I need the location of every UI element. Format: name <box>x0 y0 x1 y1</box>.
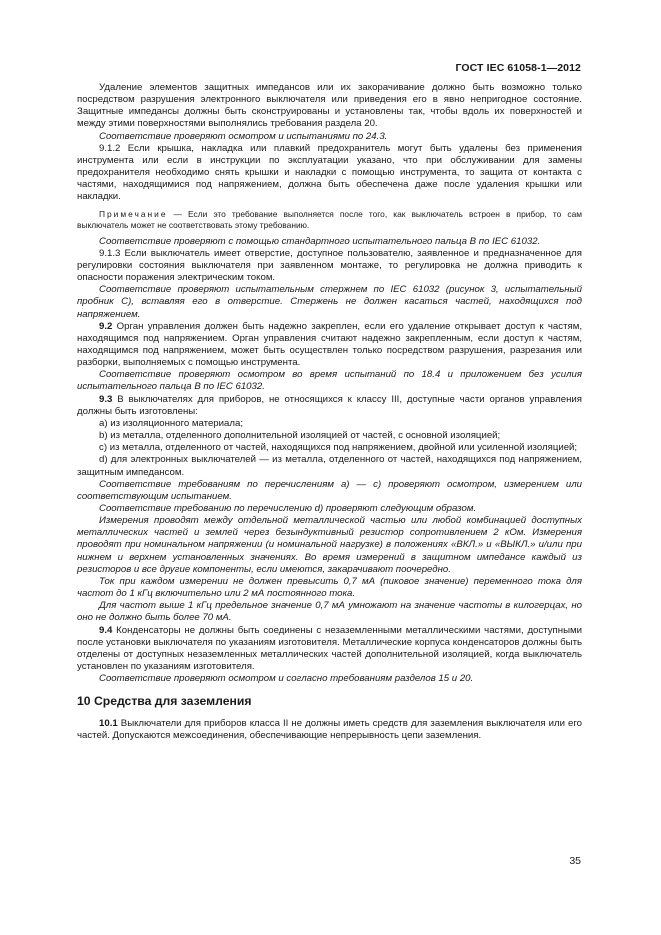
page-number: 35 <box>569 855 581 867</box>
note-label: Примечание <box>99 208 168 219</box>
clause-text: Выключатели для приборов класса II не должны иметь средств для заземления выключателя или его частей. Допускаются межсоединения, обеспечивающие непрерывность цепи заземления. <box>77 717 582 741</box>
clause-number: 10.1 <box>99 717 118 729</box>
compliance-paragraph: Соответствие проверяют осмотром и испытаниями по 24.3. <box>99 130 388 142</box>
clause-9-2 <box>77 321 582 370</box>
compliance-paragraph: Соответствие проверяют осмотром и согласно требованиям разделов 15 и 20. <box>99 673 474 685</box>
compliance-paragraph: Соответствие проверяют осмотром во время испытаний по 18.4 и приложением без усилия испытательного пальца B по IEC 61032. <box>77 369 582 393</box>
note <box>77 209 582 231</box>
clause-9-1-2: 9.1.2 Если крышка, накладка или плавкий предохранитель могут быть удалены без применения инструмента или если в инструкции по эксплуатации указано, что при обслуживании для замены предохранителя необходимо снять крышки и накладки с помощью инструмента, то защита от контакта с частями, находящимися под напряжением, должна быть обеспечена даже после удаления крышки или накладки. <box>77 142 582 203</box>
compliance-paragraph: Соответствие требованию по перечислению d) проверяют следующим образом. <box>99 503 477 514</box>
list-item: b) из металла, отделенного дополнительной изоляцией от частей, с основной изоляцией; <box>99 430 501 442</box>
note-text: — Если это требование выполняется после того, как выключатель встроен в прибор, то сам выключатель может не соответствовать этому требованию. <box>77 208 582 230</box>
compliance-paragraph: Измерения проводят между отдельной металлической частью или любой комбинацией доступных металлических частей и землей через безындуктивный резистор сопротивлением 2 кОм. Измерения проводят при номинальном напряжении (и номинальной нагрузке) в положениях «ВКЛ.» и «ВЫКЛ.» и/или при нижнем и верхнем установленных значениях. Во время измерений в защитном импедансе каждый из резисторов и все другие компоненты, если имеются, закарачивают поочередно. <box>77 515 582 575</box>
list-item: d) для электронных выключателей — из металла, отделенного от частей, находящихся под напряжением, защитным импедансом. <box>77 454 582 478</box>
clause-number: 9.3 <box>99 393 113 405</box>
compliance-paragraph: Для частот выше 1 кГц предельное значение 0,7 мА умножают на значение частоты в килогерцах, но оно не должно быть более 70 мА. <box>77 600 582 624</box>
clause-9-1-3: 9.1.3 Если выключатель имеет отверстие, доступное пользователю, заявленное и предназначенное для регулировки состояния выключателя при заявленном монтаже, то регулировка не должна приводить к опасности поражения электрическим током. <box>77 247 582 284</box>
document-body <box>77 82 582 742</box>
standard-header: ГОСТ IEC 61058-1—2012 <box>455 62 581 74</box>
compliance-paragraph: Ток при каждом измерении не должен превысить 0,7 мА (пиковое значение) переменного тока для частот до 1 кГц включительно или 2 мА постоянного тока. <box>77 575 582 600</box>
compliance-paragraph: Соответствие проверяют с помощью стандартного испытательного пальца B по IEC 61032. <box>99 235 541 247</box>
clause-9-4 <box>77 625 582 674</box>
clause-number: 9.4 <box>99 624 113 636</box>
paragraph: Удаление элементов защитных импедансов или их закорачивание должно быть возможно только посредством разрушения электронного выключателя или приведения его в явно непригодное состояние. Защитные импедансы должны быть сконструированы и установлены так, чтобы вдоль их поверхностей и между этими поверхностями выполнялись требования раздела 20. <box>77 82 582 130</box>
clause-number: 9.2 <box>99 320 113 332</box>
list-item: c) из металла, отделенного от частей, находящихся под напряжением, двойной или усиленной изоляцией; <box>99 442 578 454</box>
clause-9-3 <box>77 394 582 418</box>
compliance-paragraph: Соответствие проверяют испытательным стержнем по IEC 61032 (рисунок 3, испытательный пробник C), вставляя его в отверстие. Стержень не должен касаться частей, находящихся под напряжением. <box>77 284 582 320</box>
list-item: a) из изоляционного материала; <box>99 417 244 429</box>
section-heading: 10 Средства для заземления <box>77 694 252 709</box>
clause-text: В выключателях для приборов, не относящихся к классу III, доступные части органов управления должны быть изготовлены: <box>77 393 582 417</box>
clause-text: Орган управления должен быть надежно закреплен, если его удаление открывает доступ к частям, находящимся под напряжением. Орган управления считают надежно закрепленным, если доступ к частям, находящимся под напряжением, может быть осуществлен только посредством разрушения, разрезания или разборки, выполняемых с помощью инструмента. <box>77 320 582 369</box>
compliance-paragraph: Соответствие требованиям по перечислениям a) — c) проверяют осмотром, измерением или соответствующим испытанием. <box>77 478 582 502</box>
clause-text: Конденсаторы не должны быть соединены с незаземленными металлическими частями, доступными после установки выключателя по указаниям изготовителя. Металлические корпуса конденсаторов должны быть отделены от доступных незаземленных металлических частей дополнительной изоляцией, когда выключатель установлен по указаниям изготовителя. <box>77 624 582 673</box>
clause-10-1 <box>77 718 582 742</box>
